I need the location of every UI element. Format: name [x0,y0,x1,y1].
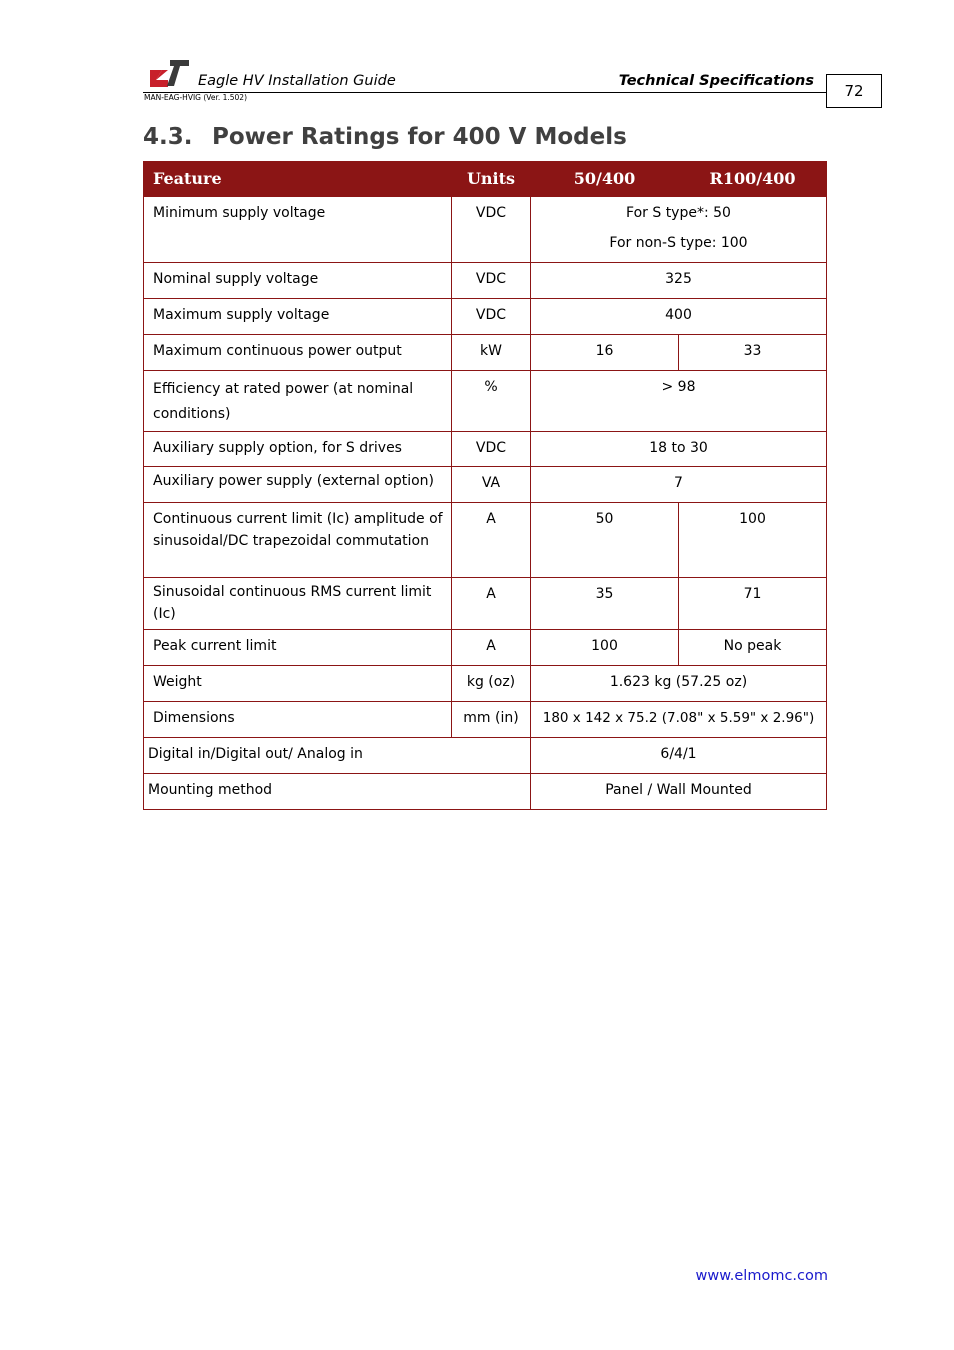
value-cell: 16 [531,335,679,371]
value-cell: No peak [679,630,827,666]
power-ratings-table [143,161,827,810]
feature-cell: Mounting method [144,774,531,810]
table-row [144,578,827,630]
feature-cell: Continuous current limit (Ic) amplitude of sinusoidal/DC trapezoidal commutation [144,503,452,578]
table-row [144,666,827,702]
section-number: 4.3. [143,124,193,150]
table-header-row [144,162,827,197]
table-row [144,432,827,467]
value-cell: 400 [531,299,827,335]
table-row [144,371,827,432]
value-cell: 50 [531,503,679,578]
table-row [144,630,827,666]
table-row [144,702,827,738]
header-section-title: Technical Specifications [618,73,814,89]
value-cell: 100 [531,630,679,666]
units-cell: A [452,503,531,578]
units-cell: kg (oz) [452,666,531,702]
value-cell: 1.623 kg (57.25 oz) [531,666,827,702]
table-row [144,503,827,578]
units-cell: VDC [452,263,531,299]
table-row [144,774,827,810]
table-row [144,335,827,371]
units-cell: % [452,371,531,432]
value-cell: 18 to 30 [531,432,827,467]
units-cell: VA [452,467,531,503]
feature-cell: Maximum continuous power output [144,335,452,371]
table-row [144,738,827,774]
feature-cell: Digital in/Digital out/ Analog in [144,738,531,774]
value-cell: 33 [679,335,827,371]
feature-cell: Nominal supply voltage [144,263,452,299]
feature-cell: Efficiency at rated power (at nominal conditions) [144,371,452,432]
feature-cell: Maximum supply voltage [144,299,452,335]
value-cell: > 98 [531,371,827,432]
feature-cell: Peak current limit [144,630,452,666]
feature-cell: Auxiliary power supply (external option) [144,467,452,503]
value-cell [531,197,827,263]
column-header-units: Units [452,162,531,197]
table-row [144,197,827,263]
value-cell: Panel / Wall Mounted [531,774,827,810]
elmo-logo-icon [148,58,190,88]
units-cell: VDC [452,197,531,263]
value-cell: 180 x 142 x 75.2 (7.08" x 5.59" x 2.96") [531,702,827,738]
table-row [144,263,827,299]
units-cell: mm (in) [452,702,531,738]
feature-cell: Auxiliary supply option, for S drives [144,432,452,467]
section-heading [143,124,627,150]
feature-cell: Minimum supply voltage [144,197,452,263]
value-cell: 71 [679,578,827,630]
value-line: For S type*: 50 [626,205,731,221]
feature-cell: Dimensions [144,702,452,738]
column-header-r100-400: R100/400 [679,162,827,197]
table-row [144,467,827,503]
value-cell: 100 [679,503,827,578]
value-cell: 325 [531,263,827,299]
value-cell: 6/4/1 [531,738,827,774]
units-cell: VDC [452,432,531,467]
section-title: Power Ratings for 400 V Models [212,124,627,150]
value-cell: 35 [531,578,679,630]
value-cell: 7 [531,467,827,503]
document-code: MAN-EAG-HVIG (Ver. 1.502) [144,93,248,102]
feature-cell: Weight [144,666,452,702]
value-line: For non-S type: 100 [609,234,748,251]
units-cell: A [452,578,531,630]
units-cell: kW [452,335,531,371]
column-header-50-400: 50/400 [531,162,679,197]
units-cell: A [452,630,531,666]
guide-title: Eagle HV Installation Guide [198,73,396,89]
table-row [144,299,827,335]
feature-cell: Sinusoidal continuous RMS current limit (Ic) [144,578,452,630]
units-cell: VDC [452,299,531,335]
column-header-feature: Feature [144,162,452,197]
page-number: 72 [826,74,882,108]
footer-website-link[interactable]: www.elmomc.com [695,1268,828,1284]
